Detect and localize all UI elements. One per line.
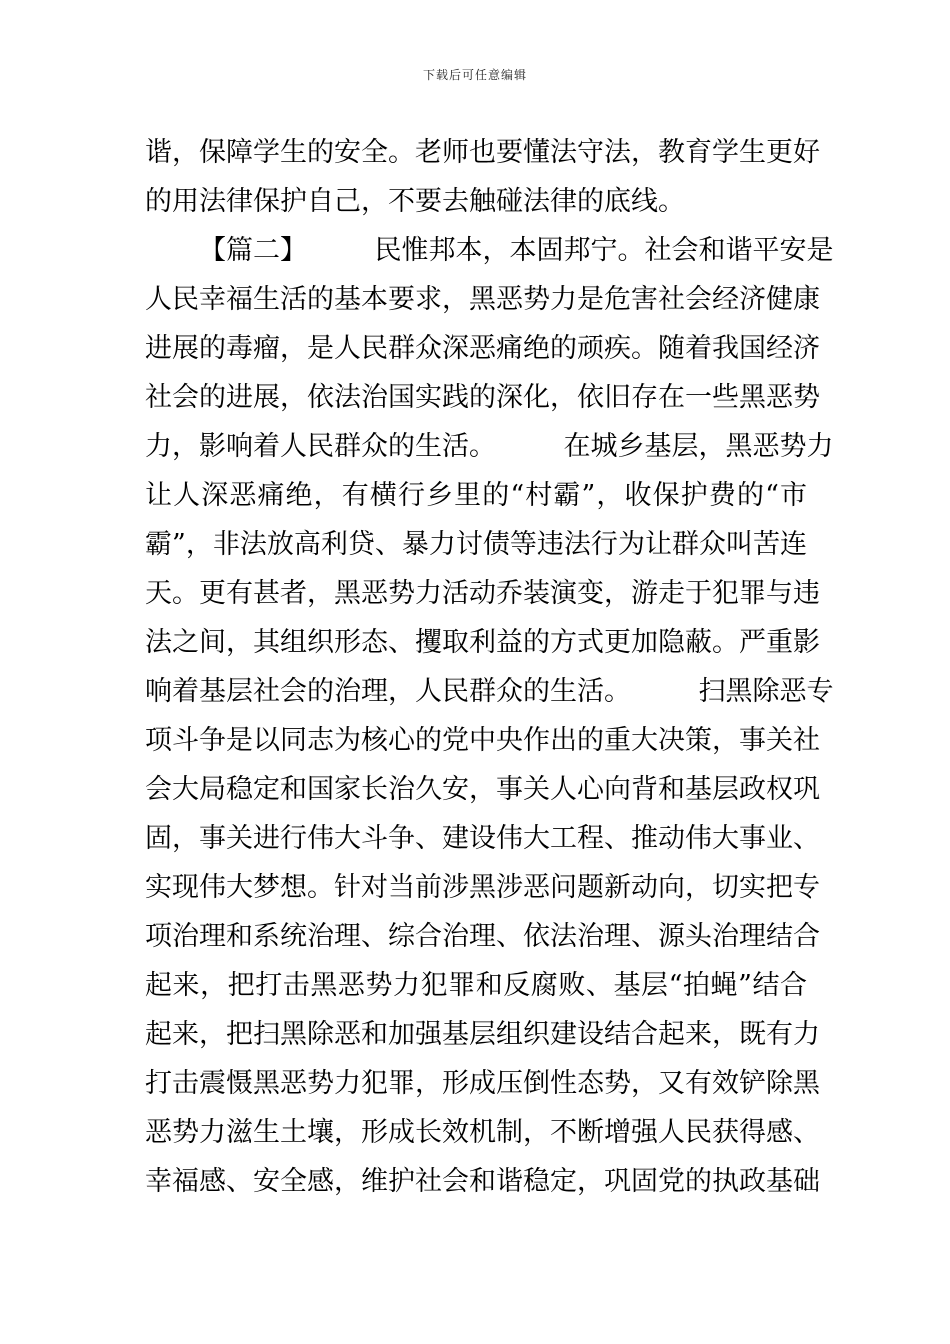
text-line: 力，影响着人民群众的生活。 在城乡基层，黑恶势力 xyxy=(145,431,834,462)
text-line: 打击震慑黑恶势力犯罪，形成压倒性态势，又有效铲除黑 xyxy=(145,1068,820,1099)
text-line: 天。更有甚者，黑恶势力活动乔装演变，游走于犯罪与违 xyxy=(145,578,820,609)
text-line: 响着基层社会的治理，人民群众的生活。 扫黑除恶专 xyxy=(145,676,834,707)
text-line: 会大局稳定和国家长治久安，事关人心向背和基层政权巩 xyxy=(145,774,820,805)
text-line: 恶势力滋生土壤，形成长效机制，不断增强人民获得感、 xyxy=(145,1117,820,1148)
text-line: 实现伟大梦想。针对当前涉黑涉恶问题新动向，切实把专 xyxy=(145,872,820,903)
text-line: 人民幸福生活的基本要求，黑恶势力是危害社会经济健康 xyxy=(145,284,820,315)
text-line: 霸”，非法放高利贷、暴力讨债等违法行为让群众叫苦连 xyxy=(145,529,807,560)
text-line: 【篇二】 民惟邦本，本固邦宁。社会和谐平安是 xyxy=(199,235,834,266)
text-line: 项斗争是以同志为核心的党中央作出的重大决策，事关社 xyxy=(145,725,820,756)
text-line: 固，事关进行伟大斗争、建设伟大工程、推动伟大事业、 xyxy=(145,823,820,854)
text-line: 起来，把扫黑除恶和加强基层组织建设结合起来，既有力 xyxy=(145,1019,820,1050)
page-header: 下载后可任意编辑 xyxy=(422,68,527,82)
text-line: 项治理和系统治理、综合治理、依法治理、源头治理结合 xyxy=(145,921,820,952)
text-line: 进展的毒瘤，是人民群众深恶痛绝的顽疾。随着我国经济 xyxy=(145,333,820,364)
text-line: 社会的进展，依法治国实践的深化，依旧存在一些黑恶势 xyxy=(145,382,820,413)
text-line: 法之间，其组织形态、攫取利益的方式更加隐蔽。严重影 xyxy=(145,627,820,658)
body-text xyxy=(145,128,834,1206)
text-line: 谐，保障学生的安全。老师也要懂法守法，教育学生更好 xyxy=(145,137,820,168)
text-line: 让人深恶痛绝，有横行乡里的“村霸”，收保护费的“市 xyxy=(145,480,807,511)
text-line: 起来，把打击黑恶势力犯罪和反腐败、基层“拍蝇”结合 xyxy=(145,970,807,1001)
text-line: 幸福感、安全感，维护社会和谐稳定，巩固党的执政基础 xyxy=(145,1166,820,1197)
text-line: 的用法律保护自己，不要去触碰法律的底线。 xyxy=(145,186,685,217)
